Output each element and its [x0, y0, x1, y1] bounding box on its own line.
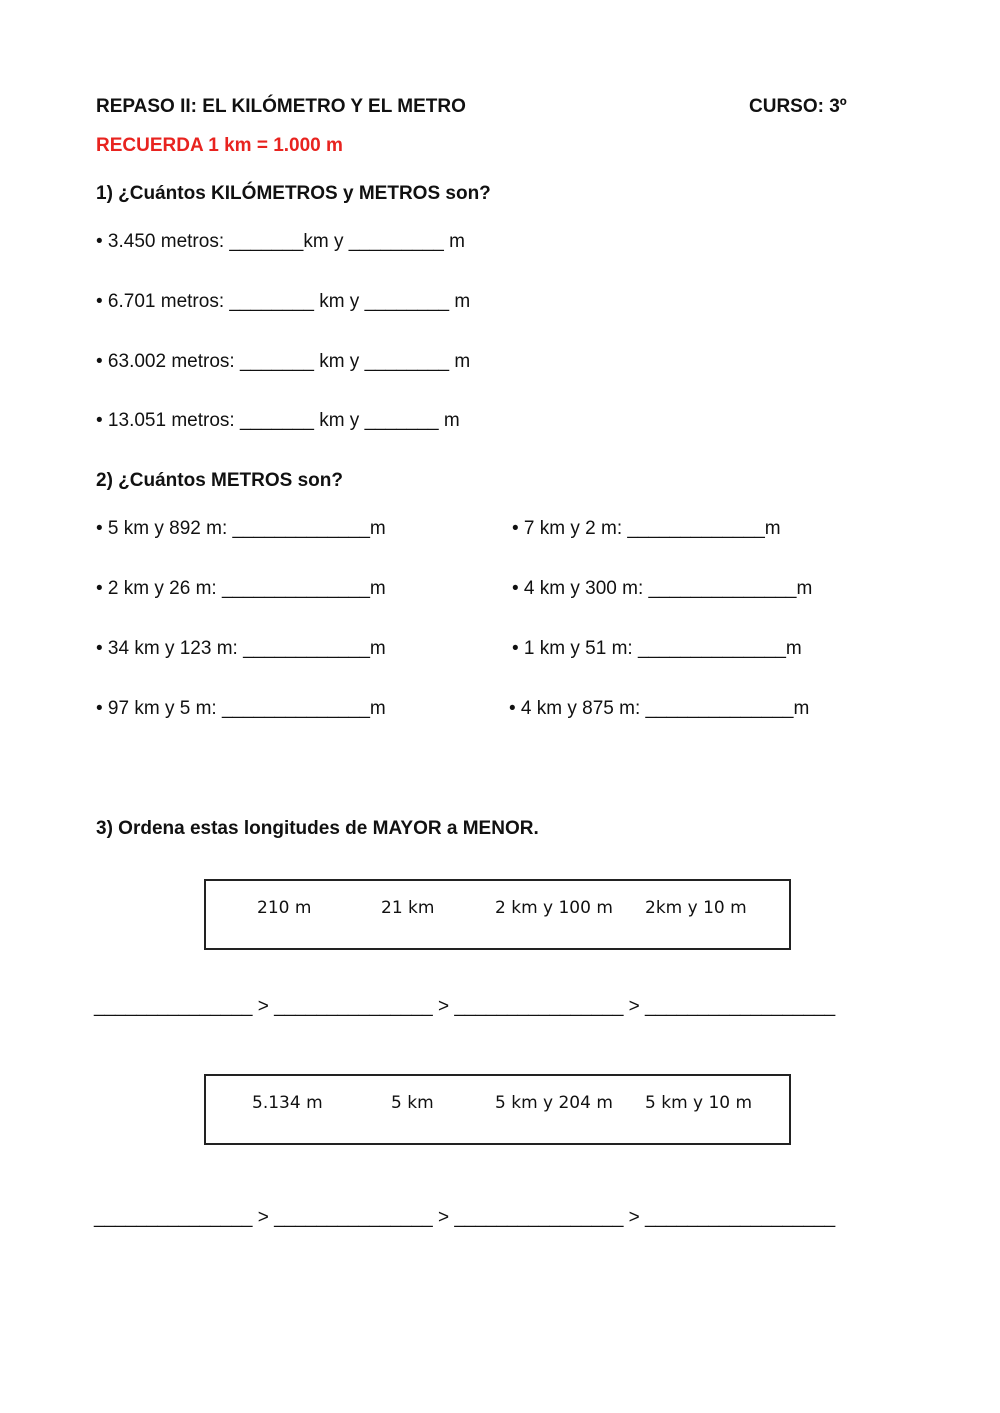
course-label: CURSO: 3º: [749, 96, 847, 117]
section1-item-1: • 3.450 metros: _______km y _________ m: [96, 231, 465, 252]
length-option: 5 km y 10 m: [645, 1093, 753, 1113]
section2-left-item-3: • 34 km y 123 m: ____________m: [96, 638, 386, 659]
section3-heading: 3) Ordena estas longitudes de MAYOR a MENOR.: [96, 818, 539, 839]
section2-right-item-1: • 7 km y 2 m: _____________m: [512, 518, 781, 539]
order-answer-line-2: _______________ > _______________ > ________________ > __________________: [94, 1207, 836, 1228]
section2-left-item-2: • 2 km y 26 m: ______________m: [96, 578, 386, 599]
section2-left-item-4: • 97 km y 5 m: ______________m: [96, 698, 386, 719]
section1-item-4: • 13.051 metros: _______ km y _______ m: [96, 410, 460, 431]
section2-right-item-4: • 4 km y 875 m: ______________m: [509, 698, 810, 719]
page-title: REPASO II: EL KILÓMETRO Y EL METRO: [96, 96, 466, 117]
length-option: 5 km: [391, 1093, 434, 1113]
length-option: 21 km: [381, 898, 435, 918]
section2-heading: 2) ¿Cuántos METROS son?: [96, 470, 343, 491]
order-answer-line-1: _______________ > _______________ > ________________ > __________________: [94, 996, 836, 1017]
section1-heading: 1) ¿Cuántos KILÓMETROS y METROS son?: [96, 183, 491, 204]
length-option: 5 km y 204 m: [495, 1093, 613, 1113]
length-option: 2 km y 100 m: [495, 898, 613, 918]
length-option: 5.134 m: [252, 1093, 323, 1113]
lengths-box-1: [204, 879, 791, 950]
reminder-note: RECUERDA 1 km = 1.000 m: [96, 135, 343, 156]
section2-right-item-3: • 1 km y 51 m: ______________m: [512, 638, 802, 659]
section1-item-3: • 63.002 metros: _______ km y ________ m: [96, 351, 471, 372]
section1-item-2: • 6.701 metros: ________ km y ________ m: [96, 291, 471, 312]
section2-left-item-1: • 5 km y 892 m: _____________m: [96, 518, 386, 539]
lengths-box-2: [204, 1074, 791, 1145]
length-option: 2km y 10 m: [645, 898, 747, 918]
length-option: 210 m: [257, 898, 312, 918]
section2-right-item-2: • 4 km y 300 m: ______________m: [512, 578, 813, 599]
